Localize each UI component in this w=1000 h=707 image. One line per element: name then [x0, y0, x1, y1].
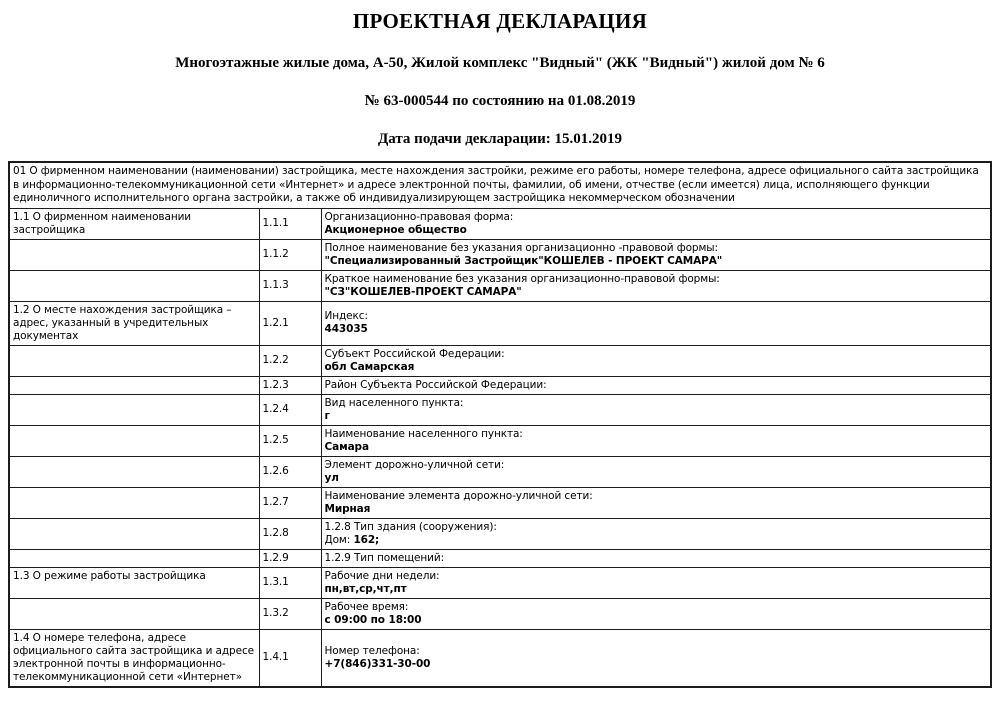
- field-value: с 09:00 по 18:00: [324, 613, 422, 626]
- table-row: [9, 629, 991, 687]
- table-row: [9, 456, 991, 487]
- table-row: [9, 208, 991, 239]
- row-topic-cell: [9, 598, 259, 629]
- field-line: [325, 583, 988, 596]
- field-line: [325, 472, 988, 485]
- row-content-cell: [321, 549, 991, 567]
- row-number-cell: 1.1.1: [259, 208, 321, 239]
- row-topic-cell: 1.1 О фирменном наименовании застройщика: [9, 208, 259, 239]
- field-label: Краткое наименование без указания организационно-правовой формы:: [324, 272, 720, 285]
- field-label: Дом:: [324, 533, 354, 546]
- field-line: [325, 379, 988, 392]
- field-line: [325, 348, 988, 361]
- field-label: Полное наименование без указания организационно -правовой формы:: [324, 241, 718, 254]
- row-content-cell: [321, 425, 991, 456]
- table-row: [9, 376, 991, 394]
- field-value: пн,вт,ср,чт,пт: [324, 582, 407, 595]
- row-topic-cell: [9, 345, 259, 376]
- row-topic-cell: 1.4 О номере телефона, адресе официального сайта застройщика и адресе электронной почты в информационно-телекоммуникационной сети «Интернет»: [9, 629, 259, 687]
- field-line: [325, 410, 988, 423]
- table-row: [9, 425, 991, 456]
- row-content-cell: [321, 376, 991, 394]
- field-value: Акционерное общество: [324, 223, 467, 236]
- field-line: [325, 503, 988, 516]
- field-label: Вид населенного пункта:: [324, 396, 464, 409]
- row-content-cell: [321, 567, 991, 598]
- row-topic-cell: [9, 549, 259, 567]
- table-row: [9, 549, 991, 567]
- row-number-cell: 1.1.3: [259, 270, 321, 301]
- row-number-cell: 1.2.6: [259, 456, 321, 487]
- field-value: Мирная: [324, 502, 371, 515]
- field-label: 1.2.8 Тип здания (сооружения):: [324, 520, 497, 533]
- field-label: Номер телефона:: [324, 644, 420, 657]
- row-content-cell: [321, 629, 991, 687]
- page-title: ПРОЕКТНАЯ ДЕКЛАРАЦИЯ: [352, 9, 648, 33]
- field-line: [325, 242, 988, 255]
- field-line: [325, 323, 988, 336]
- document-subtitle: Многоэтажные жилые дома, А-50, Жилой комплекс "Видный" (ЖК "Видный") жилой дом № 6: [175, 55, 825, 71]
- field-label: Индекс:: [324, 310, 368, 322]
- row-content-cell: [321, 345, 991, 376]
- section-header-cell: 01 О фирменном наименовании (наименовании) застройщика, месте нахождения застройки, режиме его работы, номере телефона, адресе официального сайта застройщика в информационно-телекоммуникационной сети «Интернет» и адресе электронной почты, фамилии, об имени, отчестве (если имеется) лица, исполняющего функции единоличного исполнительного органа застройки, а также об индивидуализирующем застройщика некоммерческом обозначении: [9, 162, 991, 208]
- row-content-cell: [321, 456, 991, 487]
- row-content-cell: [321, 208, 991, 239]
- field-value: обл Самарская: [324, 360, 415, 373]
- field-line: [325, 570, 988, 583]
- field-line: [325, 286, 988, 299]
- field-label: Субъект Российской Федерации:: [324, 347, 505, 360]
- field-value: "СЗ"КОШЕЛЕВ-ПРОЕКТ САМАРА": [324, 285, 522, 298]
- row-topic-cell: [9, 456, 259, 487]
- field-line: [325, 224, 988, 237]
- row-content-cell: [321, 270, 991, 301]
- row-number-cell: 1.2.7: [259, 487, 321, 518]
- declaration-number: № 63-000544 по состоянию на 01.08.2019: [364, 93, 636, 109]
- row-content-cell: [321, 394, 991, 425]
- declaration-table: [8, 161, 992, 688]
- row-number-cell: 1.2.4: [259, 394, 321, 425]
- table-row: [9, 598, 991, 629]
- section-header-row: [9, 162, 991, 208]
- row-number-cell: 1.3.1: [259, 567, 321, 598]
- field-line: [325, 361, 988, 374]
- row-number-cell: 1.2.9: [259, 549, 321, 567]
- field-line: [325, 459, 988, 472]
- field-line: [325, 601, 988, 614]
- row-number-cell: 1.2.8: [259, 518, 321, 549]
- field-label: Рабочее время:: [324, 600, 409, 613]
- field-line: [325, 397, 988, 410]
- row-number-cell: 1.2.2: [259, 345, 321, 376]
- row-content-cell: [321, 487, 991, 518]
- row-topic-cell: [9, 425, 259, 456]
- field-label: Рабочие дни недели:: [324, 569, 440, 582]
- field-line: [325, 310, 988, 323]
- field-label: 1.2.9 Тип помещений:: [324, 551, 445, 564]
- field-line: [325, 614, 988, 627]
- row-topic-cell: 1.2 О месте нахождения застройщика – адрес, указанный в учредительных документах: [9, 301, 259, 345]
- field-line: [325, 645, 988, 658]
- field-line: [325, 534, 988, 547]
- row-topic-cell: [9, 376, 259, 394]
- field-value: ул: [324, 471, 339, 484]
- row-content-cell: [321, 301, 991, 345]
- field-value: Самара: [324, 440, 369, 453]
- document-header: [8, 8, 992, 148]
- field-value: "Специализированный Застройщик"КОШЕЛЕВ - ПРОЕКТ САМАРА": [324, 254, 723, 267]
- row-topic-cell: 1.3 О режиме работы застройщика: [9, 567, 259, 598]
- table-row: [9, 239, 991, 270]
- table-row: [9, 487, 991, 518]
- row-topic-cell: [9, 487, 259, 518]
- row-number-cell: 1.2.3: [259, 376, 321, 394]
- row-content-cell: [321, 598, 991, 629]
- table-row: [9, 270, 991, 301]
- table-row: [9, 394, 991, 425]
- field-line: [325, 428, 988, 441]
- field-line: [325, 273, 988, 286]
- row-number-cell: 1.3.2: [259, 598, 321, 629]
- field-label: Район Субъекта Российской Федерации:: [324, 378, 547, 391]
- row-content-cell: [321, 518, 991, 549]
- declaration-table-body: [9, 162, 991, 687]
- field-value: 162;: [353, 533, 380, 546]
- field-line: [325, 658, 988, 671]
- row-topic-cell: [9, 394, 259, 425]
- field-label: Элемент дорожно-уличной сети:: [324, 458, 505, 471]
- row-number-cell: 1.2.1: [259, 301, 321, 345]
- row-topic-cell: [9, 270, 259, 301]
- field-label: Организационно-правовая форма:: [324, 210, 514, 223]
- row-topic-cell: [9, 239, 259, 270]
- field-label: Наименование элемента дорожно-уличной сети:: [324, 489, 593, 502]
- row-topic-cell: [9, 518, 259, 549]
- field-value: г: [324, 409, 330, 422]
- row-number-cell: 1.4.1: [259, 629, 321, 687]
- field-line: [325, 490, 988, 503]
- field-line: [325, 211, 988, 224]
- field-line: [325, 552, 988, 565]
- field-value: 443035: [324, 323, 368, 335]
- row-content-cell: [321, 239, 991, 270]
- field-line: [325, 441, 988, 454]
- row-number-cell: 1.2.5: [259, 425, 321, 456]
- row-number-cell: 1.1.2: [259, 239, 321, 270]
- table-row: [9, 518, 991, 549]
- table-row: [9, 345, 991, 376]
- field-line: [325, 521, 988, 534]
- table-row: [9, 301, 991, 345]
- field-value: +7(846)331-30-00: [324, 657, 431, 670]
- table-row: [9, 567, 991, 598]
- submission-date: Дата подачи декларации: 15.01.2019: [377, 131, 623, 147]
- field-label: Наименование населенного пункта:: [324, 427, 523, 440]
- field-line: [325, 255, 988, 268]
